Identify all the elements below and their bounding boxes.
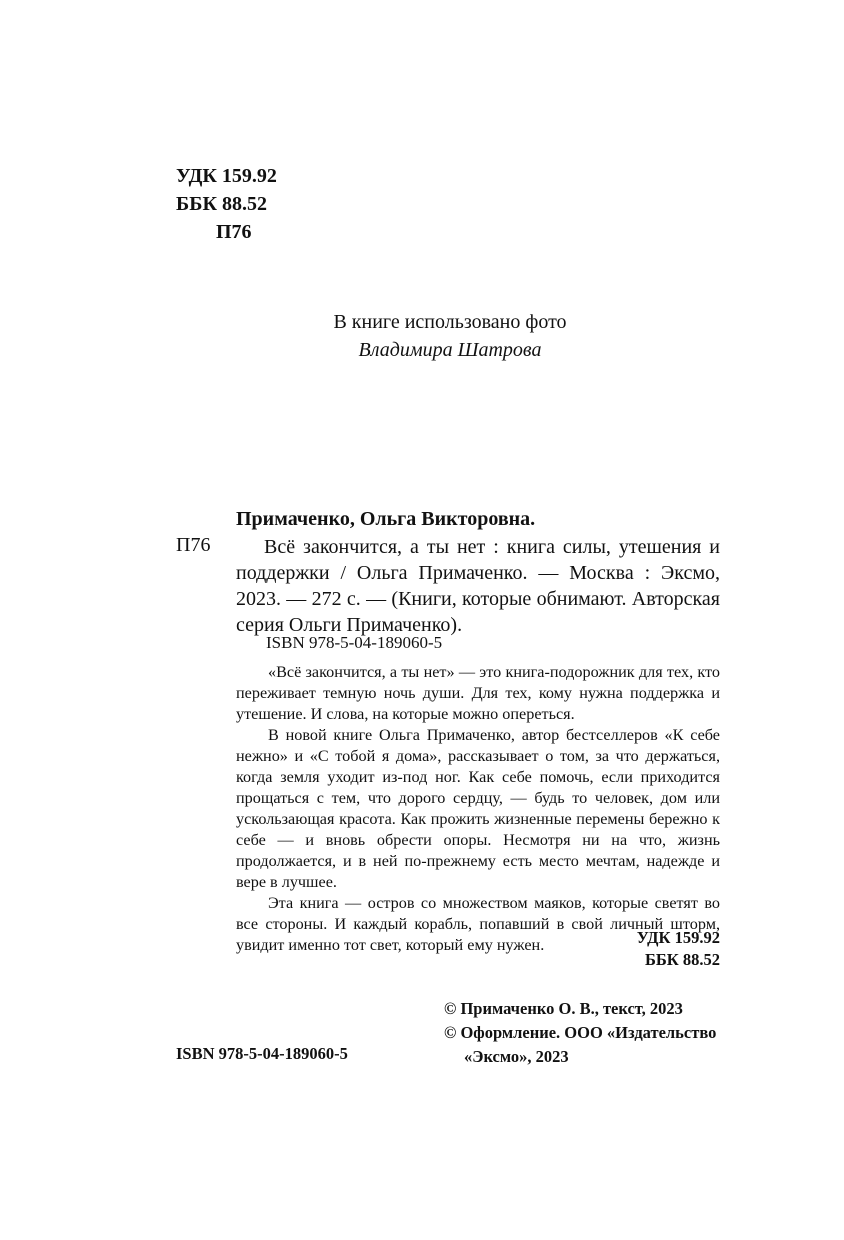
udk-code: УДК 159.92 xyxy=(636,928,720,947)
annotation-paragraph: В новой книге Ольга Примаченко, автор бестселлеров «К себе нежно» и «С тобой я дома», рассказывает о том, за что держаться, когда земля уходит из-под ног. Как себе помочь, если приходится прощаться с тем, что дорого сердцу, — будь то человек, дом или ускользающая красота. Как прожить жизненные перемены бережно к себе — и вновь обрести опоры. Несмотря ни на что, жизнь продолжается, и в ней по-прежнему есть место мечтам, надежде и вере в лучшее. xyxy=(236,726,720,891)
copyright-design xyxy=(444,1021,734,1069)
udk-code: УДК 159.92 xyxy=(176,165,277,187)
annotation-paragraph: Эта книга — остров со множеством маяков, которые светят во все стороны. И каждый корабль, попавший в свой личный шторм, увидит именно тот свет, который ему нужен. xyxy=(236,894,720,954)
photographer-name: Владимира Шатрова xyxy=(358,339,542,361)
bbk-code: ББК 88.52 xyxy=(176,193,267,215)
isbn: ISBN 978-5-04-189060-5 xyxy=(176,1044,348,1063)
photo-credit-line: В книге использовано фото xyxy=(333,311,567,333)
record-code: П76 xyxy=(176,534,211,556)
annotation xyxy=(236,662,720,956)
copyright-text: © Примаченко О. В., текст, 2023 xyxy=(444,999,683,1018)
copyright-design-line: «Эксмо», 2023 xyxy=(464,1047,569,1066)
copyright-design-line: © Оформление. ООО «Издательство xyxy=(444,1023,717,1042)
bbk-code: ББК 88.52 xyxy=(644,950,720,969)
bibliographic-description: Всё закончится, а ты нет : книга силы, утешения и поддержки / Ольга Примаченко. — Москва : Эксмо, 2023. — 272 с. — (Книги, которые обнимают. Авторская серия Ольги Примаченко). xyxy=(236,536,720,636)
photo-credit xyxy=(220,308,680,364)
annotation-paragraph: «Всё закончится, а ты нет» — это книга-подорожник для тех, кто переживает темную ночь души. Для тех, кому нужна поддержка и утешение. И слова, на которые можно опереться. xyxy=(236,663,720,723)
author-sign-code: П76 xyxy=(216,221,252,243)
record-isbn: ISBN 978-5-04-189060-5 xyxy=(266,633,443,652)
catalog-codes-top xyxy=(176,162,277,246)
catalog-codes-bottom xyxy=(600,927,720,971)
author-heading: Примаченко, Ольга Викторовна. xyxy=(236,508,536,530)
